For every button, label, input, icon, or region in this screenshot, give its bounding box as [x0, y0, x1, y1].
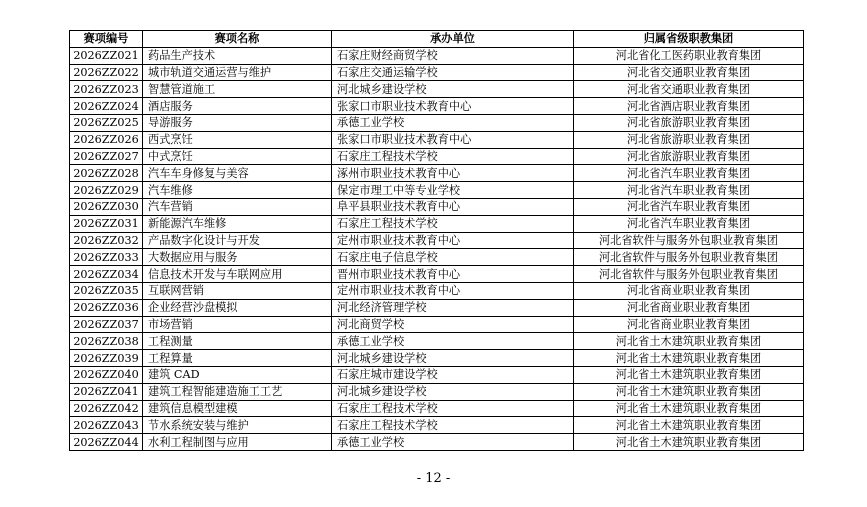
- cell-host: 河北城乡建设学校: [332, 383, 574, 400]
- table-row: [70, 98, 804, 115]
- cell-group: 河北省土木建筑职业教育集团: [574, 383, 804, 400]
- cell-group: 河北省商业职业教育集团: [574, 316, 804, 333]
- cell-name: 信息技术开发与车联网应用: [143, 266, 332, 283]
- cell-name: 建筑信息模型建模: [143, 400, 332, 417]
- cell-name: 大数据应用与服务: [143, 249, 332, 266]
- cell-host: 石家庄交通运输学校: [332, 64, 574, 81]
- cell-group: 河北省土木建筑职业教育集团: [574, 434, 804, 451]
- table-row: [70, 316, 804, 333]
- cell-code: 2026ZZ038: [70, 333, 143, 350]
- table-row: [70, 350, 804, 367]
- cell-group: 河北省土木建筑职业教育集团: [574, 333, 804, 350]
- cell-name: 工程测量: [143, 333, 332, 350]
- cell-host: 石家庄工程技术学校: [332, 215, 574, 232]
- cell-name: 中式烹饪: [143, 148, 332, 165]
- table-row: [70, 434, 804, 451]
- cell-code: 2026ZZ044: [70, 434, 143, 451]
- table-row: [70, 215, 804, 232]
- table-body: [70, 47, 804, 450]
- cell-group: 河北省土木建筑职业教育集团: [574, 417, 804, 434]
- table-row: [70, 249, 804, 266]
- cell-group: 河北省汽车职业教育集团: [574, 198, 804, 215]
- cell-name: 建筑工程智能建造施工工艺: [143, 383, 332, 400]
- cell-group: 河北省汽车职业教育集团: [574, 165, 804, 182]
- cell-group: 河北省商业职业教育集团: [574, 282, 804, 299]
- cell-code: 2026ZZ043: [70, 417, 143, 434]
- cell-host: 石家庄工程技术学校: [332, 148, 574, 165]
- cell-group: 河北省旅游职业教育集团: [574, 131, 804, 148]
- cell-host: 定州市职业技术教育中心: [332, 282, 574, 299]
- cell-code: 2026ZZ025: [70, 114, 143, 131]
- cell-group: 河北省酒店职业教育集团: [574, 98, 804, 115]
- cell-group: 河北省软件与服务外包职业教育集团: [574, 249, 804, 266]
- cell-name: 城市轨道交通运营与维护: [143, 64, 332, 81]
- cell-code: 2026ZZ035: [70, 282, 143, 299]
- cell-host: 河北经济管理学校: [332, 299, 574, 316]
- cell-name: 市场营销: [143, 316, 332, 333]
- table-row: [70, 383, 804, 400]
- table-row: [70, 165, 804, 182]
- cell-code: 2026ZZ042: [70, 400, 143, 417]
- table-row: [70, 417, 804, 434]
- cell-host: 承德工业学校: [332, 434, 574, 451]
- table-row: [70, 47, 804, 64]
- cell-host: 河北城乡建设学校: [332, 81, 574, 98]
- cell-host: 承德工业学校: [332, 114, 574, 131]
- table-row: [70, 81, 804, 98]
- cell-code: 2026ZZ036: [70, 299, 143, 316]
- cell-code: 2026ZZ021: [70, 47, 143, 64]
- cell-group: 河北省土木建筑职业教育集团: [574, 366, 804, 383]
- table-row: [70, 198, 804, 215]
- cell-group: 河北省商业职业教育集团: [574, 299, 804, 316]
- table-row: [70, 333, 804, 350]
- cell-name: 西式烹饪: [143, 131, 332, 148]
- cell-name: 汽车车身修复与美容: [143, 165, 332, 182]
- competition-table: [69, 30, 804, 451]
- cell-group: 河北省交通职业教育集团: [574, 64, 804, 81]
- cell-code: 2026ZZ039: [70, 350, 143, 367]
- cell-host: 石家庄城市建设学校: [332, 366, 574, 383]
- header-group: 归属省级职教集团: [574, 31, 804, 48]
- cell-host: 石家庄财经商贸学校: [332, 47, 574, 64]
- cell-name: 互联网营销: [143, 282, 332, 299]
- header-host: 承办单位: [332, 31, 574, 48]
- table-row: [70, 114, 804, 131]
- cell-code: 2026ZZ027: [70, 148, 143, 165]
- cell-code: 2026ZZ032: [70, 232, 143, 249]
- cell-code: 2026ZZ028: [70, 165, 143, 182]
- cell-code: 2026ZZ029: [70, 182, 143, 199]
- cell-host: 张家口市职业技术教育中心: [332, 131, 574, 148]
- cell-name: 汽车营销: [143, 198, 332, 215]
- cell-name: 智慧管道施工: [143, 81, 332, 98]
- cell-name: 酒店服务: [143, 98, 332, 115]
- cell-group: 河北省旅游职业教育集团: [574, 148, 804, 165]
- cell-name: 节水系统安装与维护: [143, 417, 332, 434]
- cell-code: 2026ZZ034: [70, 266, 143, 283]
- cell-group: 河北省旅游职业教育集团: [574, 114, 804, 131]
- cell-host: 河北城乡建设学校: [332, 350, 574, 367]
- cell-group: 河北省化工医药职业教育集团: [574, 47, 804, 64]
- table-row: [70, 232, 804, 249]
- cell-code: 2026ZZ037: [70, 316, 143, 333]
- cell-name: 产品数字化设计与开发: [143, 232, 332, 249]
- cell-name: 水利工程制图与应用: [143, 434, 332, 451]
- cell-name: 建筑 CAD: [143, 366, 332, 383]
- cell-code: 2026ZZ023: [70, 81, 143, 98]
- table-row: [70, 366, 804, 383]
- cell-host: 石家庄工程技术学校: [332, 417, 574, 434]
- cell-code: 2026ZZ033: [70, 249, 143, 266]
- cell-code: 2026ZZ022: [70, 64, 143, 81]
- table-row: [70, 182, 804, 199]
- cell-group: 河北省土木建筑职业教育集团: [574, 350, 804, 367]
- cell-host: 石家庄电子信息学校: [332, 249, 574, 266]
- cell-name: 工程算量: [143, 350, 332, 367]
- cell-group: 河北省土木建筑职业教育集团: [574, 400, 804, 417]
- cell-group: 河北省汽车职业教育集团: [574, 182, 804, 199]
- cell-host: 河北商贸学校: [332, 316, 574, 333]
- cell-name: 药品生产技术: [143, 47, 332, 64]
- cell-host: 涿州市职业技术教育中心: [332, 165, 574, 182]
- cell-host: 保定市理工中等专业学校: [332, 182, 574, 199]
- cell-code: 2026ZZ031: [70, 215, 143, 232]
- table-row: [70, 266, 804, 283]
- cell-name: 导游服务: [143, 114, 332, 131]
- table-row: [70, 282, 804, 299]
- cell-code: 2026ZZ026: [70, 131, 143, 148]
- cell-name: 新能源汽车维修: [143, 215, 332, 232]
- cell-code: 2026ZZ030: [70, 198, 143, 215]
- cell-host: 石家庄工程技术学校: [332, 400, 574, 417]
- cell-host: 晋州市职业技术教育中心: [332, 266, 574, 283]
- table-row: [70, 64, 804, 81]
- cell-group: 河北省软件与服务外包职业教育集团: [574, 232, 804, 249]
- table-row: [70, 400, 804, 417]
- header-code: 赛项编号: [70, 31, 143, 48]
- table-row: [70, 148, 804, 165]
- cell-host: 张家口市职业技术教育中心: [332, 98, 574, 115]
- cell-host: 阜平县职业技术教育中心: [332, 198, 574, 215]
- cell-code: 2026ZZ041: [70, 383, 143, 400]
- cell-name: 汽车维修: [143, 182, 332, 199]
- cell-host: 定州市职业技术教育中心: [332, 232, 574, 249]
- header-name: 赛项名称: [143, 31, 332, 48]
- cell-group: 河北省交通职业教育集团: [574, 81, 804, 98]
- cell-code: 2026ZZ024: [70, 98, 143, 115]
- table-row: [70, 299, 804, 316]
- cell-name: 企业经营沙盘模拟: [143, 299, 332, 316]
- cell-group: 河北省软件与服务外包职业教育集团: [574, 266, 804, 283]
- cell-group: 河北省汽车职业教育集团: [574, 215, 804, 232]
- page-number: - 12 -: [416, 471, 451, 486]
- table-row: [70, 131, 804, 148]
- table-header-row: [70, 31, 804, 48]
- cell-host: 承德工业学校: [332, 333, 574, 350]
- cell-code: 2026ZZ040: [70, 366, 143, 383]
